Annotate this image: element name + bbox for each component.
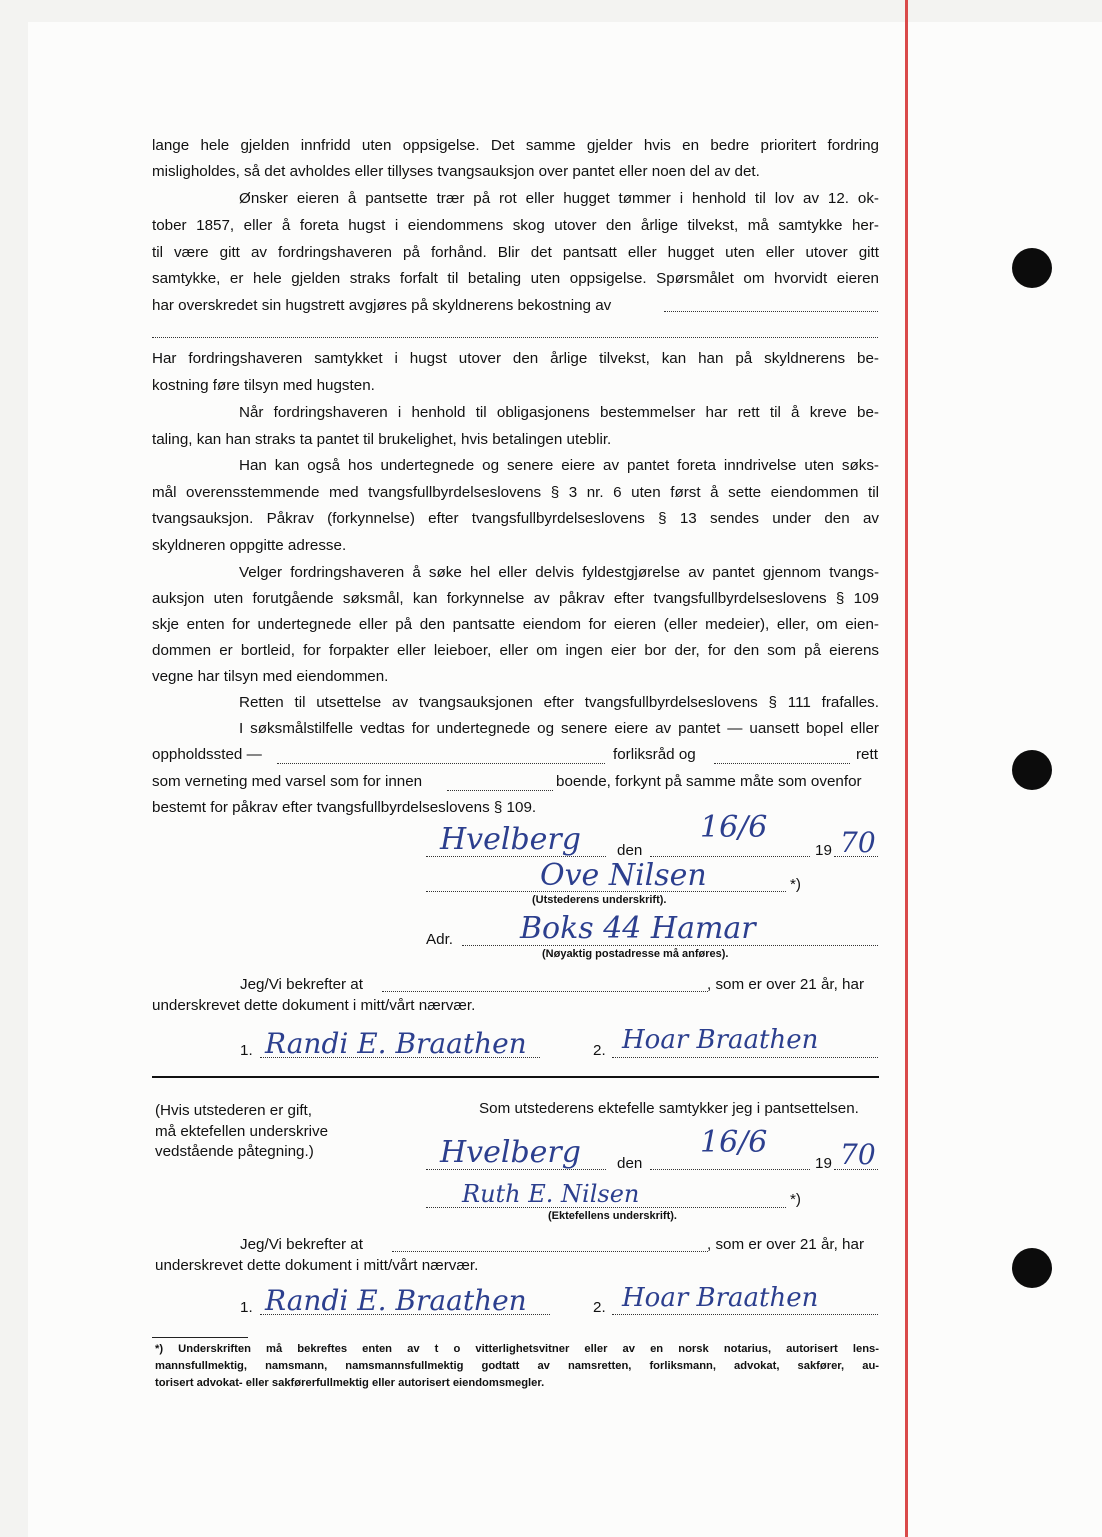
spouse-den-label: den — [617, 1155, 643, 1172]
body-line: vegne har tilsyn med eiendommen. — [152, 668, 389, 685]
handwritten-witness2-2: Hoar Braathen — [622, 1283, 819, 1313]
handwritten-spouse-signature: Ruth E. Nilsen — [462, 1180, 640, 1208]
witness2-line[interactable] — [612, 1057, 878, 1058]
within-fill-line[interactable] — [447, 790, 553, 791]
year-prefix: 19 — [815, 842, 832, 859]
spouse-signature-caption: (Ektefellens underskrift). — [548, 1210, 677, 1222]
punch-hole-top — [1012, 248, 1052, 288]
handwritten-date: 16/6 — [700, 810, 768, 845]
margin-red-line — [905, 0, 908, 1537]
body-line: taling, kan han straks ta pantet til brukelighet, hvis betalingen uteblir. — [152, 431, 612, 448]
witness2-number-1: 1. — [240, 1299, 253, 1316]
body-line: har overskredet sin hugstrett avgjøres på skyldnerens bekostning av — [152, 297, 612, 314]
handwritten-spouse-place: Hvelberg — [440, 1135, 581, 1170]
witness-name-line[interactable] — [382, 991, 708, 992]
witness-age-label: , som er over 21 år, har — [707, 976, 865, 993]
spouse-note-line: (Hvis utstederen er gift, — [155, 1102, 312, 1119]
spouse-footnote-star: *) — [790, 1191, 801, 1208]
body-line: bestemt for påkrav efter tvangsfullbyrdelseslovens § 109. — [152, 799, 537, 816]
spouse-year-prefix: 19 — [815, 1155, 832, 1172]
spouse-note-line: vedstående påtegning.) — [155, 1143, 314, 1160]
address-label: Adr. — [426, 931, 454, 948]
court-fill-line[interactable] — [714, 763, 850, 764]
body-line: til være gitt av fordringshaveren på forhånd. Blir det pantsatt eller hugget uten eller utover gitt — [152, 244, 879, 261]
handwritten-year: 70 — [840, 826, 876, 859]
body-line: Retten til utsettelse av tvangsauksjonen efter tvangsfullbyrdelseslovens § 111 frafalles. — [239, 694, 879, 711]
den-label: den — [617, 842, 643, 859]
punch-hole-middle — [1012, 750, 1052, 790]
footnote-star: *) — [790, 876, 801, 893]
body-line: Han kan også hos undertegnede og senere eiere av pantet foreta inndrivelse uten søks- — [239, 457, 879, 474]
handwritten-place: Hvelberg — [440, 822, 581, 857]
body-line: misligholdes, så det avholdes eller tillyses tvangsauksjon over pantet eller noen del av det. — [152, 163, 760, 180]
witness2-name-line[interactable] — [392, 1251, 708, 1252]
witness-number-2: 2. — [593, 1042, 606, 1059]
spouse-note-line: må ektefellen underskrive — [155, 1123, 329, 1140]
rett-label: rett — [856, 746, 878, 763]
witness2-confirm-label: Jeg/Vi bekrefter at — [240, 1236, 363, 1253]
handwritten-witness-1: Randi E. Braathen — [265, 1027, 527, 1060]
witness2-age-label: , som er over 21 år, har — [707, 1236, 865, 1253]
body-line: Ønsker eieren å pantsette trær på rot eller hugget tømmer i henhold til lov av 12. ok- — [239, 190, 879, 207]
body-line: skje enten for undertegnede eller på den pantsatte eiendom for eieren (eller medeier), eller, om eien- — [152, 616, 879, 633]
footnote-line: mannsfullmektig, namsmann, namsmannsfullmektig godtatt av namsretten, forliksmann, advokat, sakfører, au- — [155, 1360, 879, 1372]
body-line: Har fordringshaveren samtykket i hugst utover den årlige tilvekst, kan han på skyldnerens be- — [152, 350, 879, 367]
fill-line — [152, 337, 878, 338]
punch-hole-bottom — [1012, 1248, 1052, 1288]
witness2-presence-label: underskrevet dette dokument i mitt/vårt nærvær. — [155, 1257, 479, 1274]
handwritten-witness2-1: Randi E. Braathen — [265, 1284, 527, 1317]
spouse-consent-text: Som utstederens ektefelle samtykker jeg i pantsettelsen. — [479, 1100, 859, 1117]
date-line[interactable] — [650, 856, 810, 857]
fill-line — [664, 311, 878, 312]
body-line: mål overensstemmende med tvangsfullbyrdelseslovens § 3 nr. 6 uten først å sette eiendommen til — [152, 484, 879, 501]
signature-caption: (Utstederens underskrift). — [532, 894, 667, 906]
handwritten-spouse-year: 70 — [840, 1138, 876, 1171]
body-line: tvangsauksjon. Påkrav (forkynnelse) efter tvangsfullbyrdelseslovens § 13 sendes under den av — [152, 510, 879, 527]
spouse-date-line[interactable] — [650, 1169, 810, 1170]
section-divider — [152, 1076, 879, 1078]
body-line: I søksmålstilfelle vedtas for undertegnede og senere eiere av pantet — uansett bopel eller — [239, 720, 879, 737]
body-line: auksjon uten forutgående søksmål, kan forkynnelse av påkrav efter tvangsfullbyrdelseslovens § 109 — [152, 590, 879, 607]
boende-label: boende, forkynt på samme måte som ovenfor — [556, 773, 862, 790]
witness2-number-2: 2. — [593, 1299, 606, 1316]
body-line: tober 1857, eller å foreta hugst i eiendommens skog utover den årlige tilvekst, må samtykke her- — [152, 217, 879, 234]
body-line: dommen er bortleid, for forpakter eller leieboer, eller om ingen eier bor der, for den som på eierens — [152, 642, 879, 659]
address-caption: (Nøyaktig postadresse må anføres). — [542, 948, 729, 960]
body-line: Velger fordringshaveren å søke hel eller delvis fyldestgjørelse av pantet gjennom tvangs- — [239, 564, 879, 581]
witness-presence-label: underskrevet dette dokument i mitt/vårt nærvær. — [152, 997, 476, 1014]
footnote-rule — [152, 1337, 248, 1338]
venue-label: oppholdssted — — [152, 746, 262, 763]
body-line: lange hele gjelden innfridd uten oppsigelse. Det samme gjelder hvis en bedre prioritert fordring — [152, 137, 879, 154]
witness2-2-line[interactable] — [612, 1314, 878, 1315]
witness-number-1: 1. — [240, 1042, 253, 1059]
body-line: skyldneren oppgitte adresse. — [152, 537, 347, 554]
body-line: Når fordringshaveren i henhold til obligasjonens bestemmelser har rett til å kreve be- — [239, 404, 879, 421]
body-line: samtykke, er hele gjelden straks forfalt til betaling uten oppsigelse. Spørsmålet om hvorvidt eieren — [152, 270, 879, 287]
footnote-line: *) Underskriften må bekreftes enten av t o vitterlighetsvitner eller av en norsk notarius, autorisert lens- — [155, 1343, 879, 1355]
body-line: kostning føre tilsyn med hugsten. — [152, 377, 375, 394]
venue-fill-line[interactable] — [277, 763, 605, 764]
handwritten-spouse-date: 16/6 — [700, 1125, 768, 1160]
handwritten-address: Boks 44 Hamar — [520, 911, 756, 946]
footnote-line: torisert advokat- eller sakførerfullmektig eller autorisert eiendomsmegler. — [155, 1377, 545, 1389]
forliksrad-label: forliksråd og — [613, 746, 696, 763]
handwritten-signature: Ove Nilsen — [540, 858, 707, 893]
witness-confirm-label: Jeg/Vi bekrefter at — [240, 976, 363, 993]
verneting-label: som verneting med varsel som for innen — [152, 773, 423, 790]
handwritten-witness-2: Hoar Braathen — [622, 1025, 819, 1055]
